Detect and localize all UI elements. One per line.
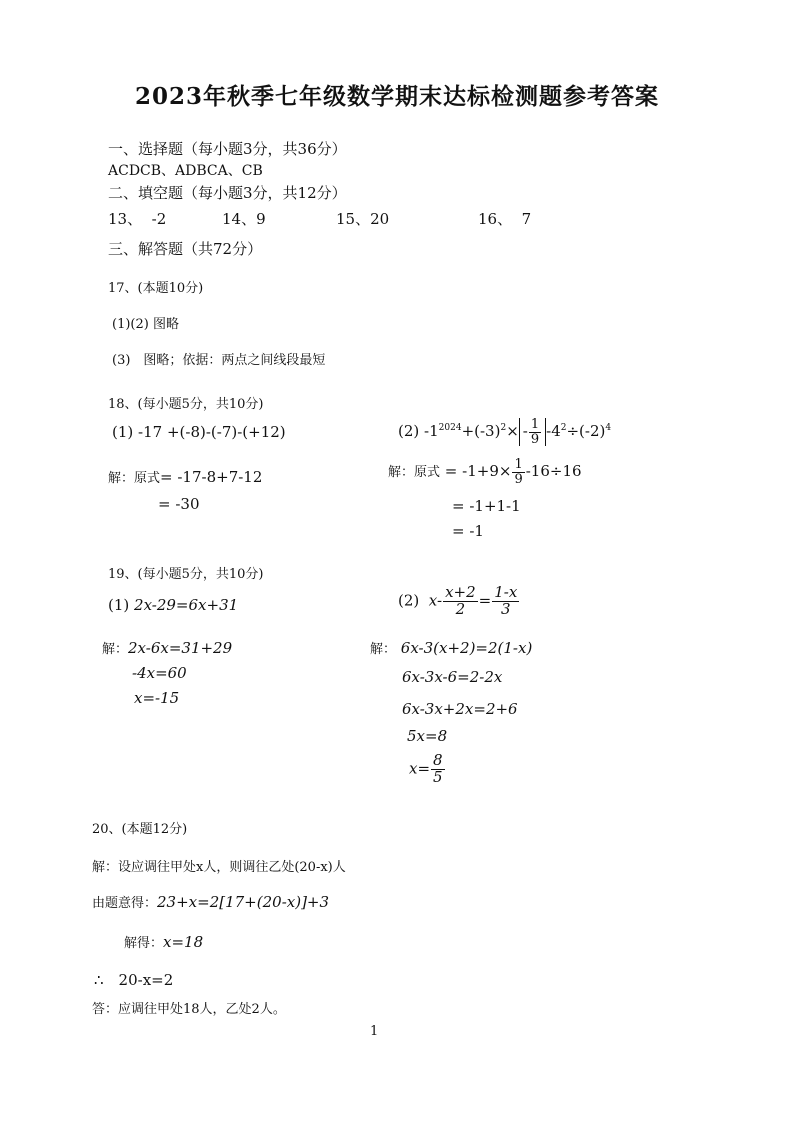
math-step: -16÷16: [525, 462, 582, 481]
q18-part1-expression: -17 +(-8)-(-7)-(+12): [138, 423, 286, 441]
times-sign: ×: [506, 422, 519, 441]
fill-item-16: [478, 208, 531, 229]
fill-item-answer: 20: [370, 210, 390, 228]
q19-part1-problem: [108, 596, 238, 614]
q19-part1-step3: x=-15: [134, 689, 180, 707]
numerator: 1: [530, 417, 540, 432]
fill-item-number: 15、: [336, 210, 371, 228]
text-label: 由题意得：: [92, 896, 158, 911]
math-term: ÷(-2): [566, 422, 606, 441]
fraction: [492, 585, 519, 618]
exponent: 2: [560, 423, 567, 434]
fill-item-number: 16、: [478, 210, 513, 228]
q17-line2: (3) 图略；依据：两点之间线段最短: [112, 353, 326, 368]
fill-item-answer: 7: [521, 210, 532, 228]
fraction: [443, 585, 478, 618]
solution-label: 解：: [370, 642, 397, 657]
exponent: 2: [500, 423, 507, 434]
math-term: +(-3): [461, 422, 501, 441]
fill-item-number: 13、: [108, 210, 143, 228]
q19-part2-label: (2): [398, 591, 420, 610]
denominator: 2: [455, 599, 466, 618]
numerator: x+2: [445, 583, 476, 601]
fraction: [431, 753, 445, 786]
fraction: [529, 418, 541, 446]
q18-part2-step1: [388, 458, 582, 486]
q19-part1-step2: -4x=60: [132, 664, 187, 682]
q18-part2-step3: = -1: [452, 522, 484, 540]
q20-line3: [124, 932, 203, 951]
denominator: 5: [433, 767, 443, 786]
q18-part2-label: (2): [398, 422, 420, 441]
part3-heading: 三、解答题（共72分）: [108, 240, 263, 258]
exponent: 2024: [438, 423, 462, 434]
math-step: = -1+9×: [444, 462, 512, 481]
equation: x=18: [163, 933, 204, 951]
q20-line5: 答：应调往甲处18人，乙处2人。: [92, 1002, 286, 1017]
q18-part1-label: (1): [112, 423, 134, 441]
q18-part1-problem: [112, 423, 286, 441]
fill-item-13: [108, 208, 166, 229]
page-title: 2023年秋季七年级数学期末达标检测题参考答案: [134, 83, 659, 110]
math-step: = -17-8+7-12: [160, 468, 263, 486]
fill-item-15: [336, 208, 389, 229]
text-label: 解得：: [124, 936, 164, 951]
fill-item-number: 14、: [222, 210, 257, 228]
fill-item-answer: 9: [256, 210, 266, 228]
q19-part1-step1: [102, 638, 232, 657]
solution-label: 解：原式: [388, 465, 441, 481]
q19-part2-step4: 5x=8: [407, 727, 448, 745]
q17-line1: (1)(2) 图略: [112, 317, 179, 332]
part1-heading: 一、选择题（每小题3分，共36分）: [108, 140, 347, 158]
denominator: 9: [530, 431, 540, 447]
math-term: x-: [428, 591, 443, 610]
fraction: [512, 458, 524, 486]
q19-part2-step5: [409, 753, 446, 786]
q19-part2-step3: 6x-3x+2x=2+6: [402, 700, 518, 718]
denominator: 9: [514, 471, 523, 487]
q19-part2-step1: [370, 638, 532, 657]
solution-label: 解：: [102, 642, 129, 657]
denominator: 3: [500, 599, 511, 618]
math-term: x=: [409, 759, 431, 778]
q17-heading: 17、(本题10分): [108, 281, 204, 296]
math-term: -4: [546, 422, 561, 441]
q18-part1-step2: = -30: [158, 495, 200, 513]
equals-sign: =: [478, 591, 492, 610]
math-term: -1: [424, 422, 439, 441]
q19-part2-step2: 6x-3x-6=2-2x: [402, 668, 503, 686]
fill-item-14: [222, 208, 266, 229]
fill-item-answer: -2: [151, 210, 167, 228]
minus-sign: -: [522, 422, 528, 441]
math-step: 6x-3(x+2)=2(1-x): [400, 639, 533, 657]
q20-line1: 解：设应调往甲处x人，则调往乙处(20-x)人: [92, 860, 346, 875]
part2-heading: 二、填空题（每小题3分，共12分）: [108, 184, 347, 202]
part1-answers: ACDCB、ADBCA、CB: [108, 163, 263, 179]
numerator: 1: [514, 457, 523, 472]
q19-part1-label: (1): [108, 596, 130, 614]
solution-label: 解：原式: [108, 471, 161, 486]
q18-part1-step1: [108, 467, 262, 486]
q18-heading: 18、(每小题5分，共10分): [108, 397, 264, 412]
absolute-value: [519, 418, 546, 446]
q20-line2: [92, 892, 329, 911]
exponent: 4: [605, 423, 612, 434]
q18-part2-problem: [398, 418, 611, 446]
numerator: 1-x: [494, 583, 518, 601]
numerator: 8: [433, 751, 443, 769]
q18-part2-step2: = -1+1-1: [452, 497, 521, 515]
q19-part2-problem: [398, 585, 520, 618]
q20-line4: ∴ 20-x=2: [94, 971, 174, 989]
equation: 23+x=2[17+(20-x)]+3: [157, 893, 330, 911]
page-number: 1: [370, 1024, 379, 1039]
q19-heading: 19、(每小题5分，共10分): [108, 567, 264, 582]
equation: 2x-29=6x+31: [134, 596, 239, 614]
q20-heading: 20、(本题12分): [92, 822, 188, 837]
math-step: 2x-6x=31+29: [128, 639, 233, 657]
